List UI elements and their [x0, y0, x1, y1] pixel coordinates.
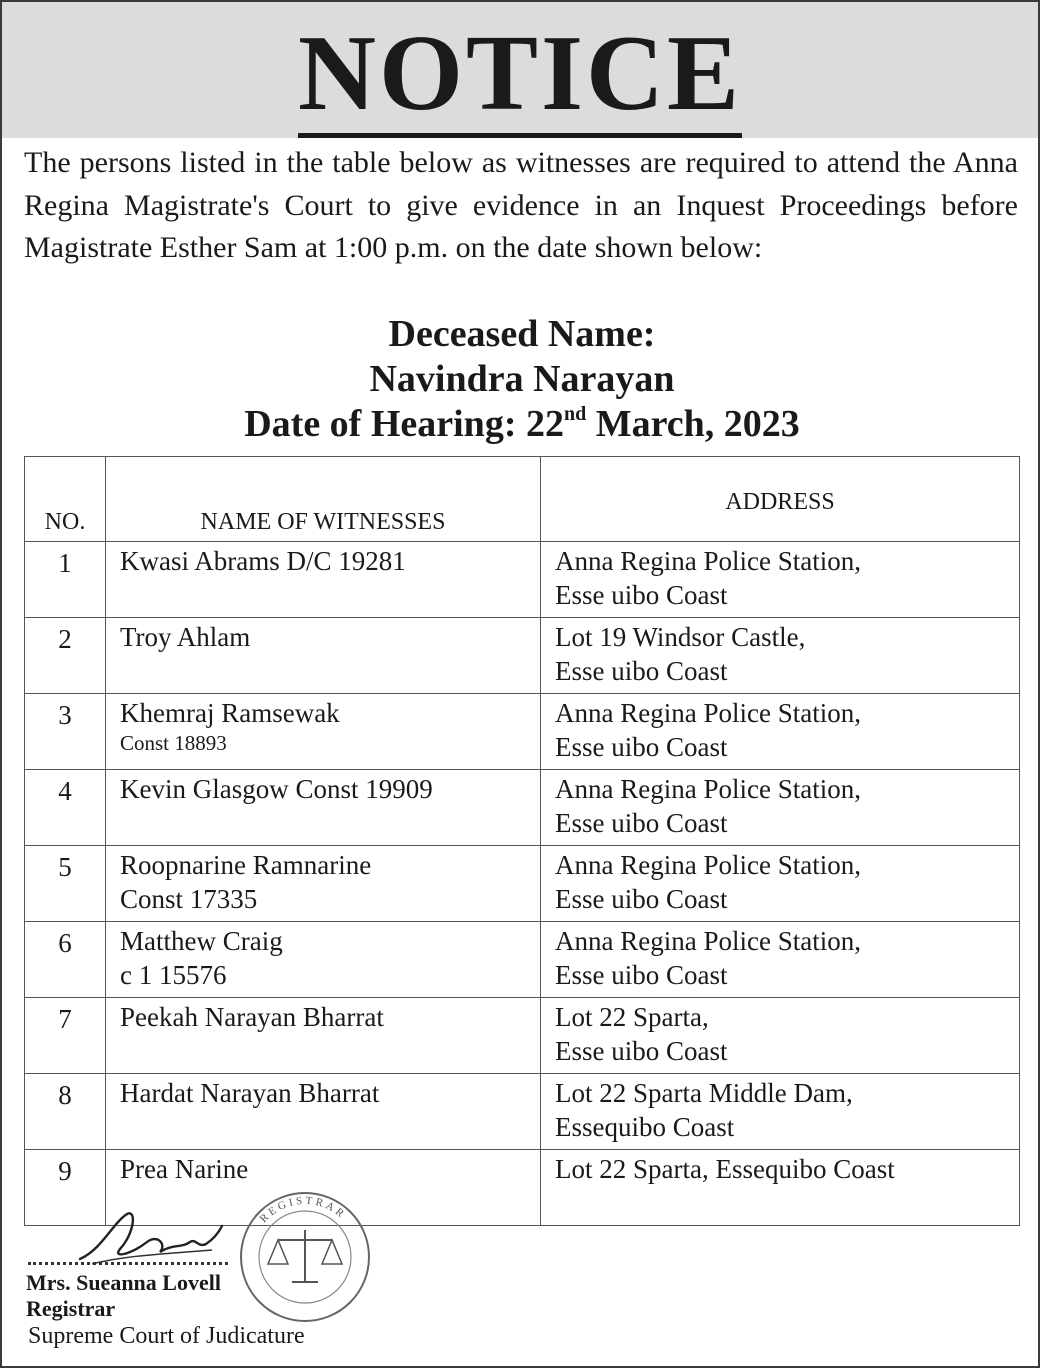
address-line-2: Esse uibo Coast: [555, 884, 728, 914]
witness-address-cell: [541, 1074, 1020, 1150]
address-line-1: Lot 22 Sparta,: [555, 1002, 709, 1032]
address-line-1: Lot 19 Windsor Castle,: [555, 622, 806, 652]
table-row: [25, 770, 1020, 846]
witness-name-cell: [106, 998, 541, 1074]
signature-block: [22, 1182, 442, 1362]
witness-name-cell: [106, 846, 541, 922]
table-row: [25, 846, 1020, 922]
address-line-2: Esse uibo Coast: [555, 580, 728, 610]
deceased-label: Deceased Name:: [388, 313, 656, 355]
witness-number: 8: [25, 1074, 106, 1150]
witness-number: 2: [25, 618, 106, 694]
hearing-date: Date of Hearing: 22nd March, 2023: [244, 403, 800, 445]
witness-name-cell: [106, 618, 541, 694]
address-line-1: Anna Regina Police Station,: [555, 850, 861, 880]
witness-name: Troy Ahlam: [120, 622, 251, 652]
witness-name: Roopnarine Ramnarine: [120, 850, 372, 880]
witness-address-cell: [541, 770, 1020, 846]
witness-address-cell: [541, 542, 1020, 618]
witness-number: 4: [25, 770, 106, 846]
address-line-1: Lot 22 Sparta Middle Dam,: [555, 1078, 853, 1108]
address-line-1: Lot 22 Sparta, Essequibo Coast: [555, 1154, 895, 1184]
address-line-2: Esse uibo Coast: [555, 732, 728, 762]
notice-title: NOTICE: [2, 20, 1038, 128]
witness-name: Hardat Narayan Bharrat: [120, 1078, 380, 1108]
address-line-1: Anna Regina Police Station,: [555, 774, 861, 804]
address-line-1: Anna Regina Police Station,: [555, 546, 861, 576]
address-line-1: Anna Regina Police Station,: [555, 926, 861, 956]
witness-name-cell: [106, 770, 541, 846]
table-row: [25, 694, 1020, 770]
table-row: [25, 1074, 1020, 1150]
witness-number: 6: [25, 922, 106, 998]
svg-text:REGISTRAR: REGISTRAR: [257, 1194, 349, 1226]
witness-name-cell: [106, 922, 541, 998]
table-header-row: [25, 457, 1020, 542]
witness-name: Kwasi Abrams D/C 19281: [120, 546, 406, 576]
deceased-name: Navindra Narayan: [369, 358, 675, 400]
witness-table: [24, 456, 1020, 1226]
witness-name-cell: [106, 694, 541, 770]
address-line-2: Esse uibo Coast: [555, 656, 728, 686]
witness-name: Matthew Craig: [120, 926, 283, 956]
address-line-2: Esse uibo Coast: [555, 1036, 728, 1066]
signatory-role: Registrar: [26, 1296, 116, 1321]
deceased-block: [2, 312, 1040, 447]
witness-name: Kevin Glasgow Const 19909: [120, 774, 433, 804]
table-row: [25, 922, 1020, 998]
table-row: [25, 618, 1020, 694]
table-row: [25, 998, 1020, 1074]
header-name: NAME OF WITNESSES: [106, 457, 541, 542]
intro-paragraph: The persons listed in the table below as witnesses are required to attend the Anna Regina Magistrate's Court to give evidence in an Inquest Proceedings before Magistrate Esther Sam at 1:00 p.m. on the date shown below:: [24, 146, 1018, 264]
witness-number: 3: [25, 694, 106, 770]
registrar-seal-icon: [230, 1182, 380, 1332]
witness-address-cell: [541, 998, 1020, 1074]
witness-address-cell: [541, 846, 1020, 922]
signatory-info: [26, 1270, 221, 1322]
witness-number: 9: [25, 1150, 106, 1226]
signature-line: [28, 1262, 228, 1265]
address-line-2: Esse uibo Coast: [555, 808, 728, 838]
witness-name-cell: [106, 1074, 541, 1150]
witness-name: Prea Narine: [120, 1154, 249, 1184]
header-address: ADDRESS: [541, 457, 1020, 542]
witness-id: c 1 15576: [120, 960, 227, 990]
header-no: NO.: [25, 457, 106, 542]
witness-number: 5: [25, 846, 106, 922]
address-line-2: Essequibo Coast: [555, 1112, 735, 1142]
witness-id: Const 18893: [120, 731, 227, 755]
witness-address-cell: [541, 922, 1020, 998]
court-name: Supreme Court of Judicature: [28, 1323, 305, 1349]
witness-name: Peekah Narayan Bharrat: [120, 1002, 384, 1032]
witness-address-cell: [541, 618, 1020, 694]
table-row: [25, 542, 1020, 618]
signatory-name: Mrs. Sueanna Lovell: [26, 1270, 221, 1295]
witness-id: Const 17335: [120, 884, 258, 914]
witness-name: Khemraj Ramsewak: [120, 698, 340, 728]
witness-number: 1: [25, 542, 106, 618]
witness-address-cell: [541, 694, 1020, 770]
witness-number: 7: [25, 998, 106, 1074]
witness-address-cell: [541, 1150, 1020, 1226]
address-line-1: Anna Regina Police Station,: [555, 698, 861, 728]
address-line-2: Esse uibo Coast: [555, 960, 728, 990]
witness-name-cell: [106, 542, 541, 618]
